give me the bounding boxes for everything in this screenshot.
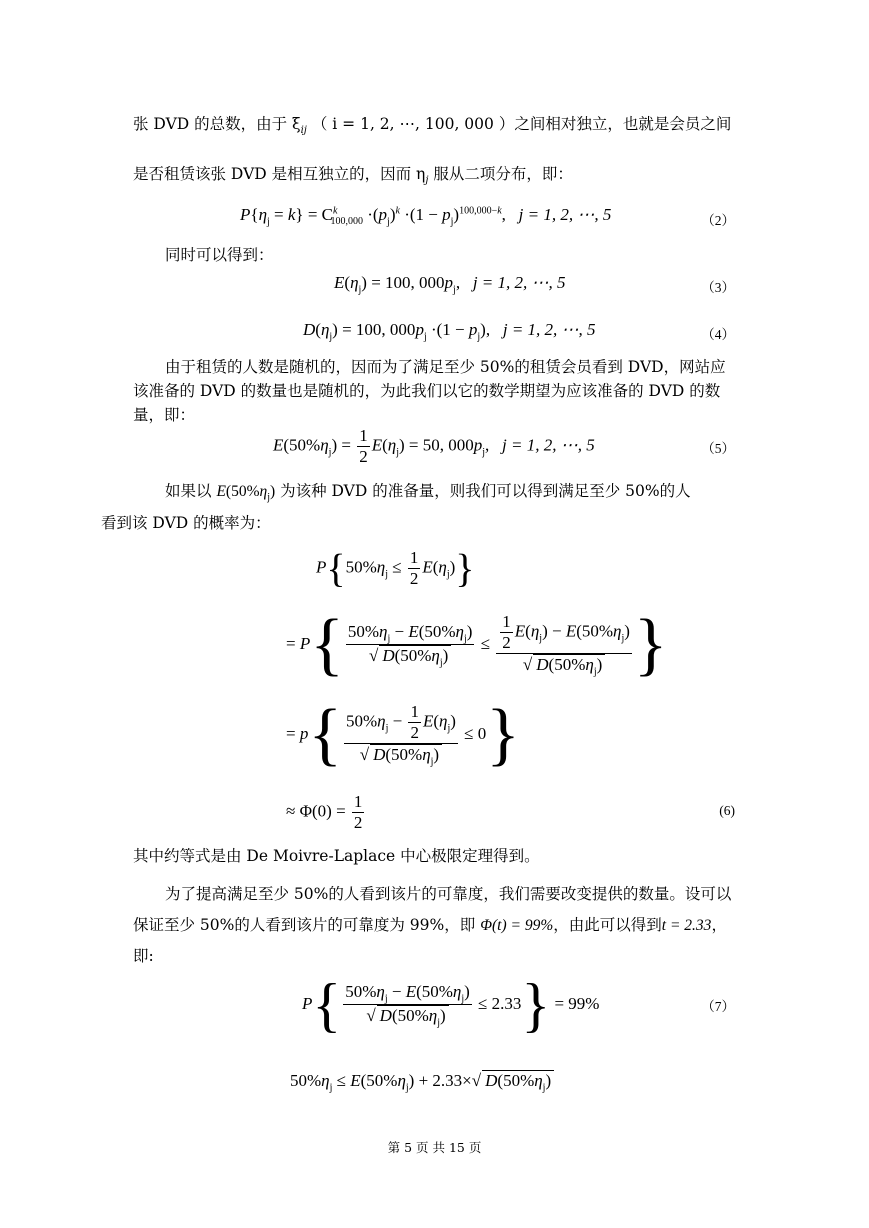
- equation-number: （2）: [701, 213, 735, 228]
- paragraph-random: 由于租赁的人数是随机的，因而为了满足至少 50%的租赁会员看到 DVD，网站应该准备的 DVD 的数量也是随机的，为此我们以它的数学期望为应该准备的 DVD 的数量，即：: [133, 358, 726, 425]
- paragraph-binomial: [133, 112, 737, 189]
- equation-6-line-2: = P{ $\frac{50\%\eta_j - E(50\%\eta_j)}{√ D(50\%\eta_j)}$ ≤ $\frac{1}{2}$ $E(\eta_j) - E(50\%\eta_j)$ √ $D(50\%\eta_j)$ }: [286, 606, 668, 683]
- equation-3: $E(\eta_j) = 100$, $000p_j$, j = 1, 2, ⋯, 5: [334, 273, 566, 296]
- range: j = 1, 2, ⋯, 5: [518, 205, 612, 224]
- rhs: = 99%: [554, 993, 600, 1013]
- range: j = 1, 2, ⋯, 5: [472, 273, 566, 292]
- text: 服从二项分布，即：: [428, 165, 573, 183]
- rhs: = 100, 000: [342, 320, 416, 339]
- text: ，由此可以得到: [553, 916, 662, 934]
- frac-num: 1: [359, 426, 368, 445]
- range: j = 1, 2, ⋯, 5: [502, 435, 595, 455]
- rhs: = 100, 000: [371, 273, 445, 292]
- equation-8: $50\%\eta_j \le E(50\%\eta_j) + 2.33\times√$ $D(50\%\eta_j)$: [290, 1070, 554, 1093]
- range: j = 1, 2, ⋯, 5: [502, 320, 596, 339]
- phi-t: Φ(t) = 99%: [480, 917, 554, 934]
- equation-2: $P\{\eta_j = k\} = C^k_{100,000} \cdot(p_j)^k \cdot(1 - p_j)^{100,000-k}$, j = 1, 2, ⋯, 5: [240, 205, 612, 228]
- equation-7: P{ $\frac{50\%\eta_j - E(50\%\eta_j)}{√ D(50\%\eta_j)}$ ≤ 2.33} = 99%: [302, 972, 600, 1038]
- index-range: （ i = 1, 2, ⋯, 100, 000 ）: [311, 115, 515, 133]
- equation-6-line-1: $P\{50\%\eta_j$ ≤ $\frac{1}{2}$ $E(\eta_j)$}: [316, 545, 475, 591]
- text: 是否租赁该张 DVD 是相互独立的，因而 η: [133, 165, 426, 183]
- subscript: j: [425, 175, 429, 187]
- text: 看到该 DVD 的概率为：: [101, 514, 271, 533]
- rhs: ≤ 0: [464, 723, 487, 743]
- paragraph-also: 同时可以得到：: [165, 246, 274, 264]
- text: 为该种 DVD 的准备量，则我们可以得到满足至少 50%的人: [280, 482, 691, 500]
- approx: ≈ Φ(0) =: [286, 801, 346, 821]
- rhs: = 50, 000: [408, 435, 474, 455]
- paragraph-approx-note: 其中约等式是由 De Moivre-Laplace 中心极限定理得到。: [133, 847, 540, 865]
- text: ，即:: [133, 916, 727, 965]
- paragraph-probability: 如果以 $E(50\%\eta_j)$ 为该种 DVD 的准备量，则我们可以得到满足至少 50%的人 看到该 DVD 的概率为：: [101, 482, 691, 533]
- text: 为了提高满足至少 50%的人看到该片的可靠度，我们需要改变提供的数量。设可以保证至少 50%的人看到该片的可靠度为 99%，即: [133, 885, 732, 934]
- bound: ≤ 2.33: [478, 993, 522, 1013]
- equation-number: （4）: [701, 327, 735, 342]
- equation-number: （3）: [701, 280, 735, 295]
- equation-number: (6): [719, 803, 735, 818]
- equation-number: （7）: [701, 999, 735, 1014]
- paragraph-reliability: [133, 879, 737, 972]
- equation-number: （5）: [701, 441, 735, 456]
- text: 张 DVD 的总数，由于 ξ: [133, 115, 301, 133]
- equation-6-line-3: = p{ $50\%\eta_j$ − $\frac{1}{2}$ $E(\eta_j)$ √ $D(50\%\eta_j)$ ≤ 0}: [286, 696, 520, 773]
- subscript: ij: [300, 125, 307, 137]
- text: 如果以: [165, 482, 212, 500]
- frac-den: 2: [359, 447, 368, 466]
- t-value: t = 2.33: [661, 917, 712, 934]
- term: + 2.33×: [418, 1071, 472, 1090]
- text: 之间相对独立，也就是会员之间: [514, 115, 732, 133]
- equation-6-line-4: ≈ Φ(0) = $\frac{1}{2}$: [286, 792, 363, 832]
- equation-4: $D(\eta_j) = 100$, $000p_j \cdot(1 - p_j)$, j = 1, 2, ⋯, 5: [303, 320, 596, 343]
- page-footer: 第 5 页 共 15 页: [387, 1140, 482, 1155]
- equation-5: $E(50\%\eta_j)$ = $\frac{1}{2}$ $E(\eta_j) = 50$, $000p_j$, j = 1, 2, ⋯, 5: [273, 426, 595, 466]
